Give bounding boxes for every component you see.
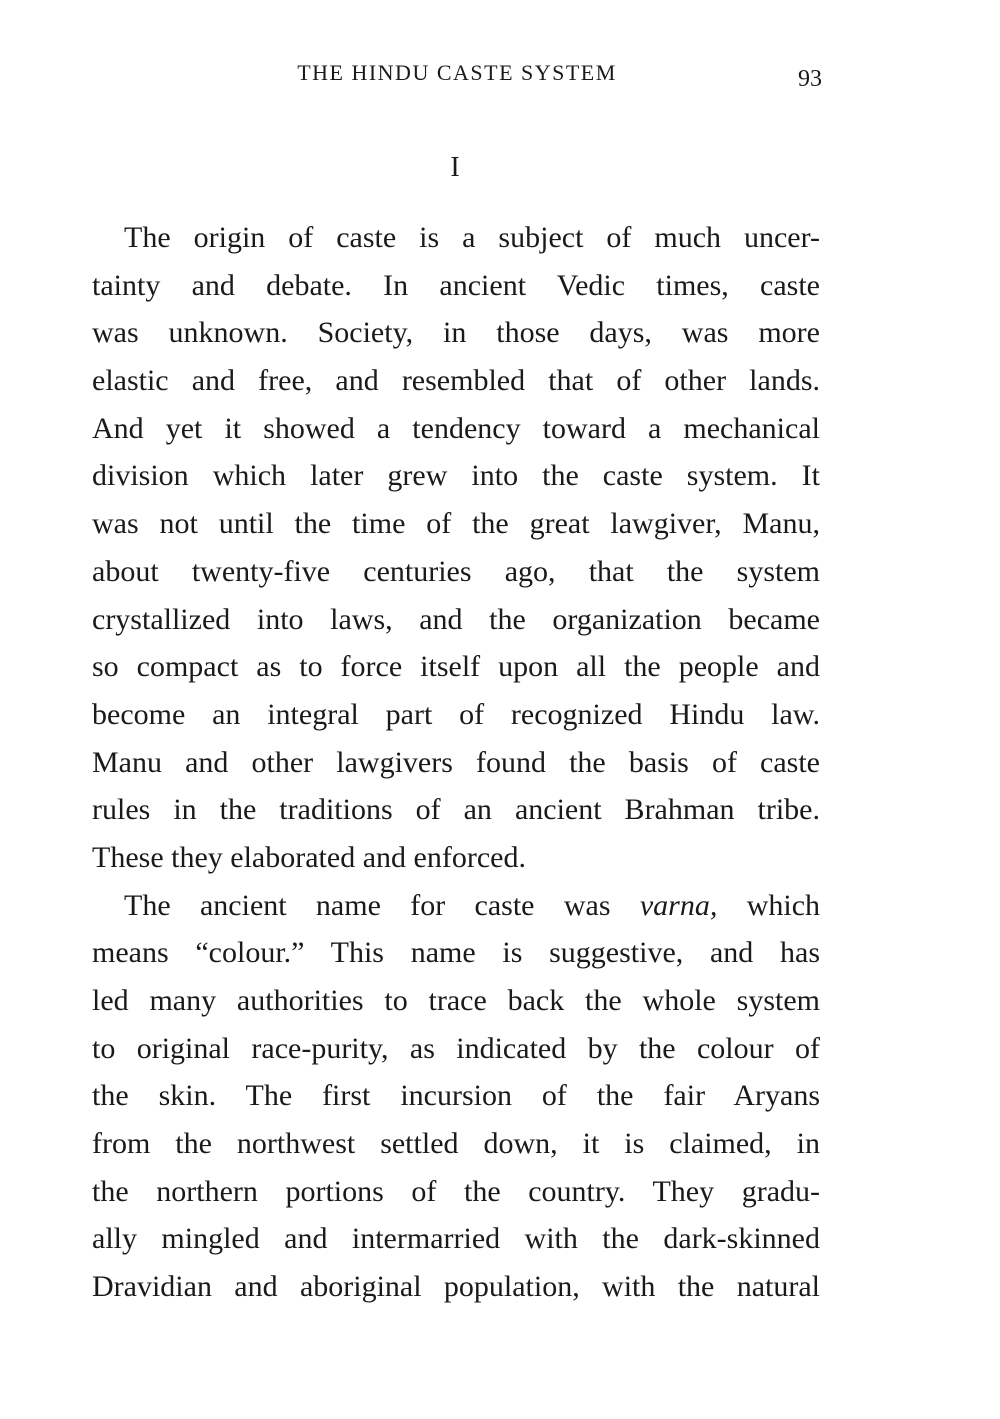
text-line: the skin. The first incursion of the fair Aryans <box>92 1079 820 1113</box>
italic-term: varna, <box>639 888 718 922</box>
section-number: I <box>450 152 460 183</box>
text-line: division which later grew into the caste system. It <box>92 459 820 493</box>
text-line: from the northwest settled down, it is claimed, in <box>92 1127 820 1161</box>
text-line: about twenty-five centuries ago, that the system <box>92 554 820 588</box>
text-line: to original race-purity, as indicated by the colour of <box>92 1031 820 1065</box>
text-line <box>92 882 820 930</box>
text-line: Manu and other lawgivers found the basis of caste <box>92 745 820 779</box>
text-line: was unknown. Society, in those days, was more <box>92 316 820 350</box>
text-line: become an integral part of recognized Hindu law. <box>92 697 820 731</box>
text-line: rules in the traditions of an ancient Brahman tribe. <box>92 793 820 827</box>
text-line: Dravidian and aboriginal population, with the natural <box>92 1270 820 1304</box>
paragraph-2 <box>92 882 820 1311</box>
running-head <box>92 60 822 96</box>
text-line: These they elaborated and enforced. <box>92 840 526 874</box>
text-body <box>92 214 820 1311</box>
text-line: so compact as to force itself upon all the people and <box>92 650 820 684</box>
page-number: 93 <box>798 66 822 92</box>
text-line: means “colour.” This name is suggestive, and has <box>92 936 820 970</box>
text-line: The origin of caste is a subject of much uncer- <box>124 221 820 254</box>
text-line: And yet it showed a tendency toward a mechanical <box>92 411 820 445</box>
running-title: THE HINDU CASTE SYSTEM <box>297 60 617 85</box>
text-line: tainty and debate. In ancient Vedic times, caste <box>92 268 820 302</box>
text-line: elastic and free, and resembled that of other lands. <box>92 364 820 398</box>
text-line: the northern portions of the country. They gradu- <box>92 1174 820 1208</box>
text-line: crystallized into laws, and the organization became <box>92 602 820 636</box>
text-line: ally mingled and intermarried with the dark-skinned <box>92 1222 820 1256</box>
text-line: led many authorities to trace back the whole system <box>92 984 820 1017</box>
paragraph-1 <box>92 214 820 882</box>
text-line: was not until the time of the great lawgiver, Manu, <box>92 507 820 541</box>
text-segment: which <box>746 888 821 922</box>
text-segment: The ancient name for caste was <box>124 888 611 922</box>
